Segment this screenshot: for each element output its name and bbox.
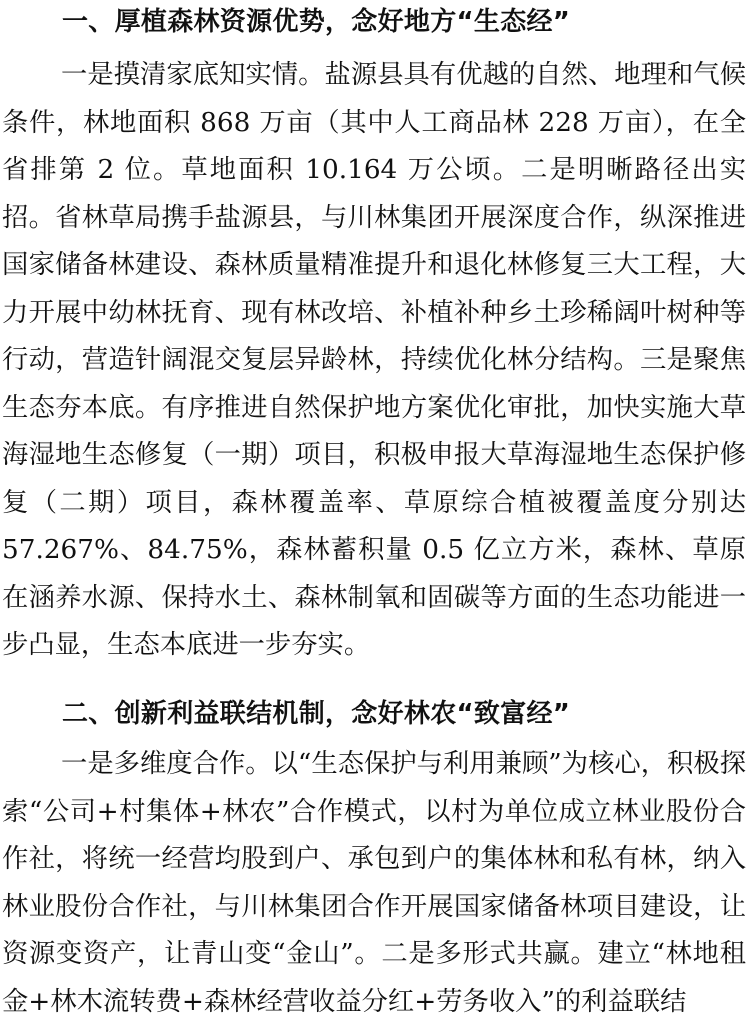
section-1-heading: 一、厚植森林资源优势，念好地方“生态经” <box>62 7 571 37</box>
section-1-paragraph: 一是摸清家底知实情。盐源县具有优越的自然、地理和气候条件，林地面积 868 万亩（其中人工商品林 228 万亩），在全省排第 2 位。草地面积 10.164 万公顷。二是明晰路径出实招。省林草局携手盐源县，与川林集团开展深度合作，纵深推进国家储备林建设、森林质量精准提升和退化林修复三大工程，大力开展中幼林抚育、现有林改培、补植补种乡土珍稀阔叶树种等行动，营造针阔混交复层异龄林，持续优化林分结构。三是聚焦生态夯本底。有序推进自然保护地方案优化审批，加快实施大草海湿地生态修复（一期）项目，积极申报大草海湿地生态保护修复（二期）项目，森林覆盖率、草原综合植被覆盖度分别达 57.267%、84.75%，森林蓄积量 0.5 亿立方米，森林、草原在涵养水源、保持水土、森林制氧和固碳等方面的生态功能进一步凸显，生态本底进一步夯实。 <box>2 60 746 660</box>
section-2-paragraph: 一是多维度合作。以“生态保护与利用兼顾”为核心，积极探索“公司+村集体+林农”合作模式，以村为单位成立林业股份合作社，将统一经营均股到户、承包到户的集体林和私有林，纳入林业股份合作社，与川林集团合作开展国家储备林项目建设，让资源变资产，让青山变“金山”。二是多形式共赢。建立“林地租金+林木流转费+森林经营收益分红+劳务收入”的利益联结 <box>2 749 746 1017</box>
section-2-heading: 二、创新利益联结机制，念好林农“致富经” <box>62 699 571 729</box>
